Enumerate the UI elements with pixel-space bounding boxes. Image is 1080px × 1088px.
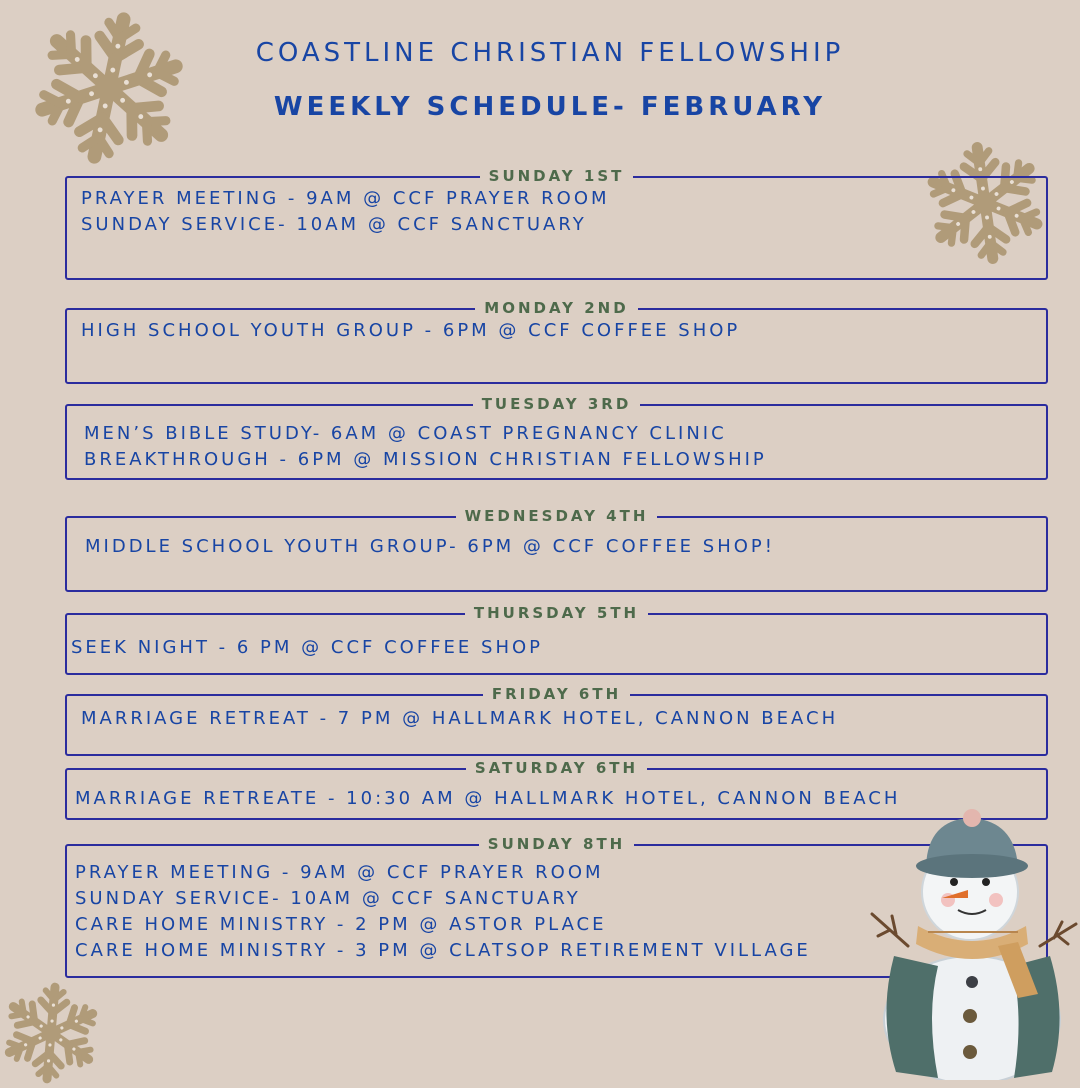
- day-box-friday: [65, 685, 1048, 756]
- event-line: PRAYER MEETING - 9AM @ CCF PRAYER ROOM: [75, 862, 604, 883]
- day-label: SATURDAY 6TH: [466, 759, 647, 777]
- schedule-title: WEEKLY SCHEDULE- FEBRUARY: [273, 92, 827, 122]
- day-box-sunday-1: [65, 167, 1048, 280]
- snowman-illustration: [868, 806, 1080, 1080]
- event-line: MARRIAGE RETREAT - 7 PM @ HALLMARK HOTEL, CANNON BEACH: [81, 708, 839, 729]
- day-label: SUNDAY 8TH: [479, 835, 634, 853]
- organization-title: COASTLINE CHRISTIAN FELLOWSHIP: [255, 38, 845, 68]
- event-line: MEN’S BIBLE STUDY- 6AM @ COAST PREGNANCY CLINIC: [84, 423, 727, 444]
- day-box-monday: [65, 299, 1048, 384]
- event-line: MARRIAGE RETREATE - 10:30 AM @ HALLMARK HOTEL, CANNON BEACH: [75, 788, 901, 809]
- snowflake-icon: [0, 978, 106, 1088]
- event-line: SUNDAY SERVICE- 10AM @ CCF SANCTUARY: [75, 888, 581, 909]
- day-label: THURSDAY 5TH: [465, 604, 648, 622]
- day-label: WEDNESDAY 4TH: [456, 507, 658, 525]
- day-label: FRIDAY 6TH: [483, 685, 630, 703]
- event-line: CARE HOME MINISTRY - 2 PM @ ASTOR PLACE: [75, 914, 607, 935]
- event-line: SEEK NIGHT - 6 PM @ CCF COFFEE SHOP: [71, 637, 543, 658]
- day-label: SUNDAY 1ST: [480, 167, 634, 185]
- day-label: TUESDAY 3RD: [473, 395, 641, 413]
- event-line: MIDDLE SCHOOL YOUTH GROUP- 6PM @ CCF COFFEE SHOP!: [85, 536, 775, 557]
- day-label: MONDAY 2ND: [475, 299, 637, 317]
- event-line: CARE HOME MINISTRY - 3 PM @ CLATSOP RETIREMENT VILLAGE: [75, 940, 811, 961]
- event-line: BREAKTHROUGH - 6PM @ MISSION CHRISTIAN FELLOWSHIP: [84, 449, 767, 470]
- event-line: HIGH SCHOOL YOUTH GROUP - 6PM @ CCF COFFEE SHOP: [81, 320, 741, 341]
- event-line: SUNDAY SERVICE- 10AM @ CCF SANCTUARY: [81, 214, 587, 235]
- day-box-wednesday: [65, 507, 1048, 592]
- day-box-thursday: [65, 604, 1048, 675]
- day-box-tuesday: [65, 395, 1048, 480]
- event-line: PRAYER MEETING - 9AM @ CCF PRAYER ROOM: [81, 188, 610, 209]
- snowflake-icon: [18, 8, 200, 168]
